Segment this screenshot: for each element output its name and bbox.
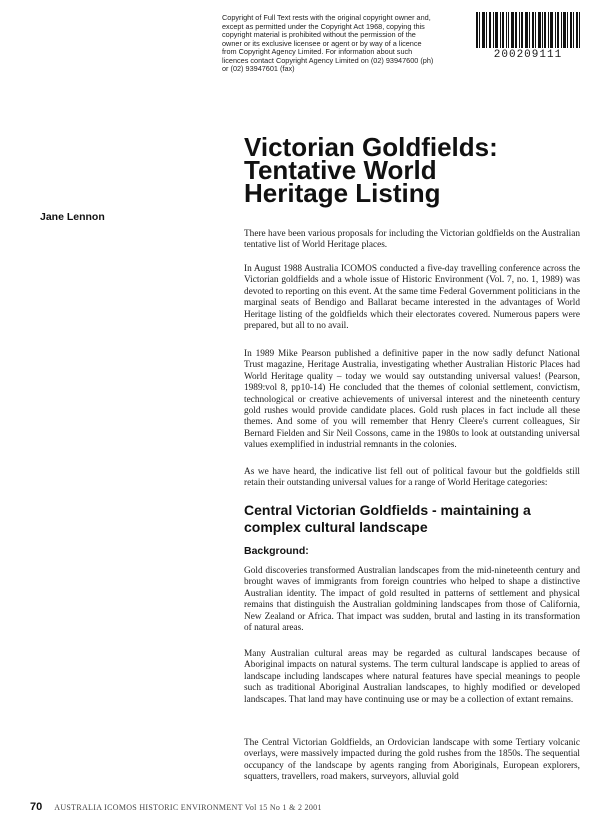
title-line: Tentative World — [244, 155, 437, 185]
article-title — [244, 132, 584, 208]
barcode-image — [476, 12, 580, 48]
section-heading: Central Victorian Goldfields - maintaining a complex cultural landscape — [244, 502, 531, 535]
barcode-number: 200209111 — [493, 49, 563, 61]
body-paragraph: In August 1988 Australia ICOMOS conducted a five-day travelling conference across the Victorian goldfields and a whole issue of Historic Environment (Vol. 7, no. 1, 1989) was devoted to reporting on this event. At the same time Federal Government politicians in the marginal seats of Bendigo and Ballarat became interested in the advantages of World Heritage listing of the goldfields which their electorates covered. Numerous papers were prepared, but all to no avail. — [244, 264, 580, 332]
body-paragraph: The Central Victorian Goldfields, an Ordovician landscape with some Tertiary volcanic overlays, were massively impacted during the gold rushes from the 1850s. The sequential occupancy of the landscape by agents ranging from Aboriginals, European explorers, squatters, travellers, road makers, surveyors, alluvial gold — [244, 738, 580, 783]
page-number: 70 — [30, 801, 43, 813]
title-line: Heritage Listing — [244, 178, 441, 208]
page-footer — [30, 801, 590, 813]
body-paragraph: There have been various proposals for including the Victorian goldfields on the Australian tentative list of World Heritage places. — [244, 229, 580, 251]
body-paragraph: In 1989 Mike Pearson published a definitive paper in the now sadly defunct National Trust magazine, Heritage Australia, investigating whether Australian Historic Places had World Heritage quality – today we would say outstanding universal values! (Pearson, 1989:vol 8, pp10-14) He concluded that the themes of colonial settlement, convictism, technological or creative achievements of universal interest and the nineteenth century gold rushes would provide candidate places. Gold rush places in fact include all these themes. And some of you will remember that Henry Cleere's current colleagues, Sir Bernard Fielden and Sir Neil Cossons, came in the 1980s to look at outstanding universal values exemplified in industrial remnants in the colonies. — [244, 349, 580, 451]
body-paragraph: As we have heard, the indicative list fell out of political favour but the goldfields still retain their outstanding universal values for a range of World Heritage categories: — [244, 467, 580, 489]
title-line: Victorian Goldfields: — [244, 132, 498, 162]
body-paragraph: Many Australian cultural areas may be regarded as cultural landscapes because of Aboriginal impacts on natural systems. The term cultural landscape is applied to areas of landscape including landscapes where natural features have special meanings to people such as traditional Aboriginal Australian landscapes, to highly modified or developed landscapes. That land may have continuing use or may be a collection of extant remains. — [244, 649, 580, 705]
author-name: Jane Lennon — [40, 211, 105, 223]
journal-footer: AUSTRALIA ICOMOS HISTORIC ENVIRONMENT Vol 15 No 1 & 2 2001 — [54, 803, 322, 812]
copyright-notice: Copyright of Full Text rests with the original copyright owner and, except as permitted under the Copyright Act 1968, copying this copyright material is prohibited without the permission of the owner or its exclusive licensee or agent or by way of a licence from Copyright Agency Limited. For information about such licences contact Copyright Agency Limited on (02) 93947600 (ph) or (02) 93947601 (fax) — [222, 13, 434, 73]
subheading: Background: — [244, 545, 309, 557]
body-paragraph: Gold discoveries transformed Australian landscapes from the mid-nineteenth century and brought waves of immigrants from foreign countries who helped to shape a distinctive Australian identity. The impact of gold resulted in patterns of settlement and physical remains that distinguish the Australian goldmining landscapes from those of California, New Zealand or Africa. That impact was sudden, brutal and lasting in its transformation of natural areas. — [244, 566, 580, 634]
